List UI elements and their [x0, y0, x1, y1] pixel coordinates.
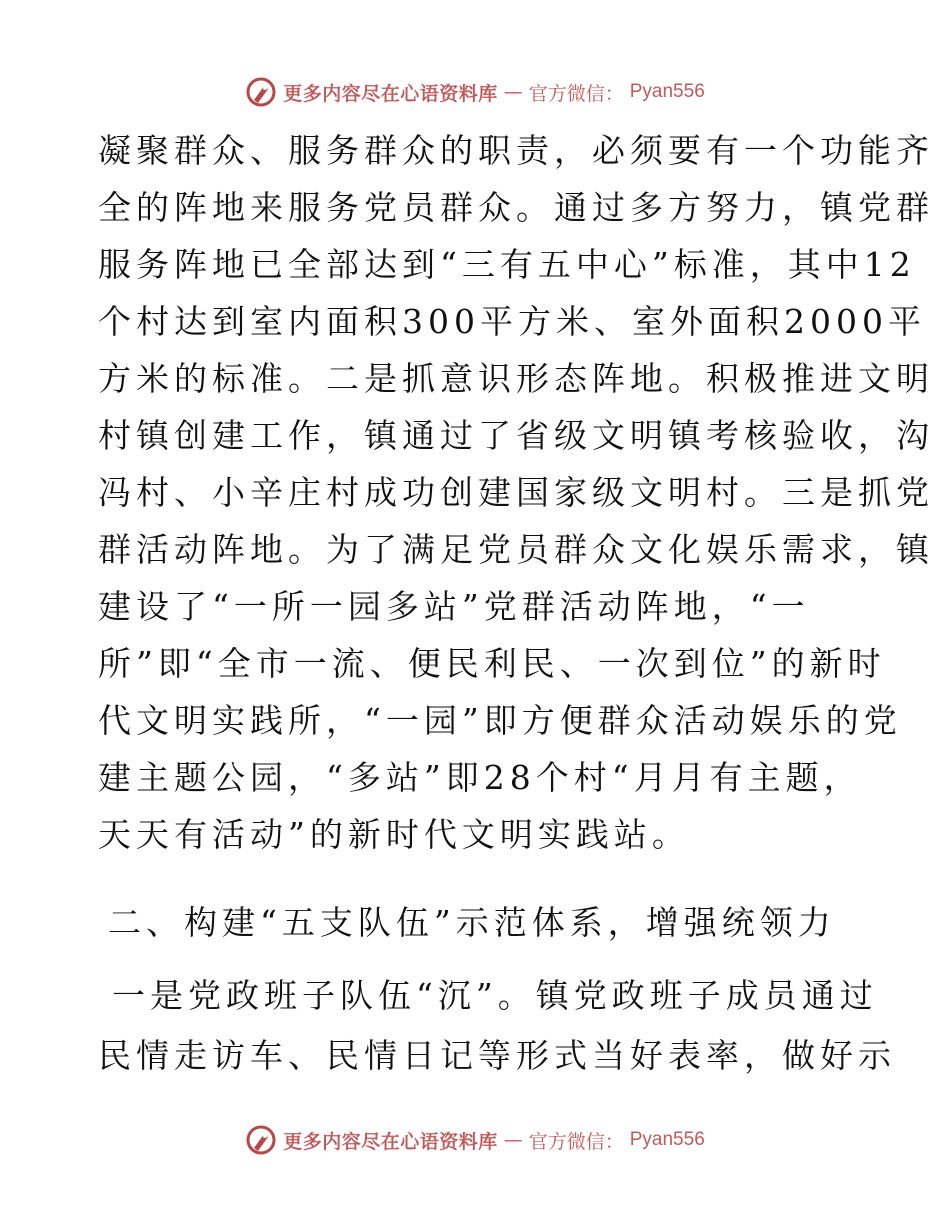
- section-heading: 二、构建“五支队伍”示范体系，增强统领力: [108, 903, 836, 942]
- footer-watermark: [0, 1120, 950, 1160]
- watermark-separator: —: [503, 1129, 523, 1151]
- text-line: 个村达到室内面积300平方米、室外面积2000平: [98, 302, 926, 341]
- text-line: 方米的标准。二是抓意识形态阵地。积极推进文明: [98, 359, 934, 398]
- text-line: 服务阵地已全部达到“三有五中心”标准，其中12: [98, 245, 916, 284]
- text-line: 一是党政班子队伍“沉”。镇党政班子成员通过: [112, 976, 878, 1015]
- watermark-separator: —: [503, 81, 523, 103]
- pen-nib-circle-icon: [245, 1124, 277, 1156]
- text-line: 冯村、小辛庄村成功创建国家级文明村。三是抓党: [98, 473, 934, 512]
- text-line: 全的阵地来服务党员群众。通过多方努力，镇党群: [98, 188, 934, 227]
- text-line: 群活动阵地。为了满足党员群众文化娱乐需求，镇: [98, 530, 934, 569]
- watermark-brand-text: 更多内容尽在心语资料库: [283, 82, 498, 105]
- text-line: 天天有活动”的新时代文明实践站。: [98, 815, 690, 854]
- text-line: 代文明实践所，“一园”即方便群众活动娱乐的党: [98, 701, 902, 740]
- pen-nib-circle-icon: [245, 76, 277, 108]
- text-line: 民情走访车、民情日记等形式当好表率，做好示: [98, 1036, 896, 1075]
- watermark-wechat-label: 官方微信：: [528, 1130, 624, 1153]
- paragraph-2: [98, 966, 896, 1086]
- text-line: 所”即“全市一流、便民利民、一次到位”的新时: [98, 644, 886, 683]
- text-line: 建设了“一所一园多站”党群活动阵地，“一: [98, 587, 810, 626]
- text-line: 凝聚群众、服务群众的职责，必须要有一个功能齐: [98, 131, 934, 170]
- watermark-wechat-id: Pyan556: [629, 81, 705, 102]
- header-watermark: [0, 72, 950, 112]
- text-line: 建主题公园，“多站”即28个村“月月有主题，: [98, 758, 862, 797]
- watermark-brand-text: 更多内容尽在心语资料库: [283, 1130, 498, 1153]
- paragraph-1: [98, 122, 934, 863]
- watermark-wechat-label: 官方微信：: [528, 82, 624, 105]
- watermark-wechat-id: Pyan556: [629, 1129, 705, 1150]
- text-line: 村镇创建工作，镇通过了省级文明镇考核验收，沟: [98, 416, 934, 455]
